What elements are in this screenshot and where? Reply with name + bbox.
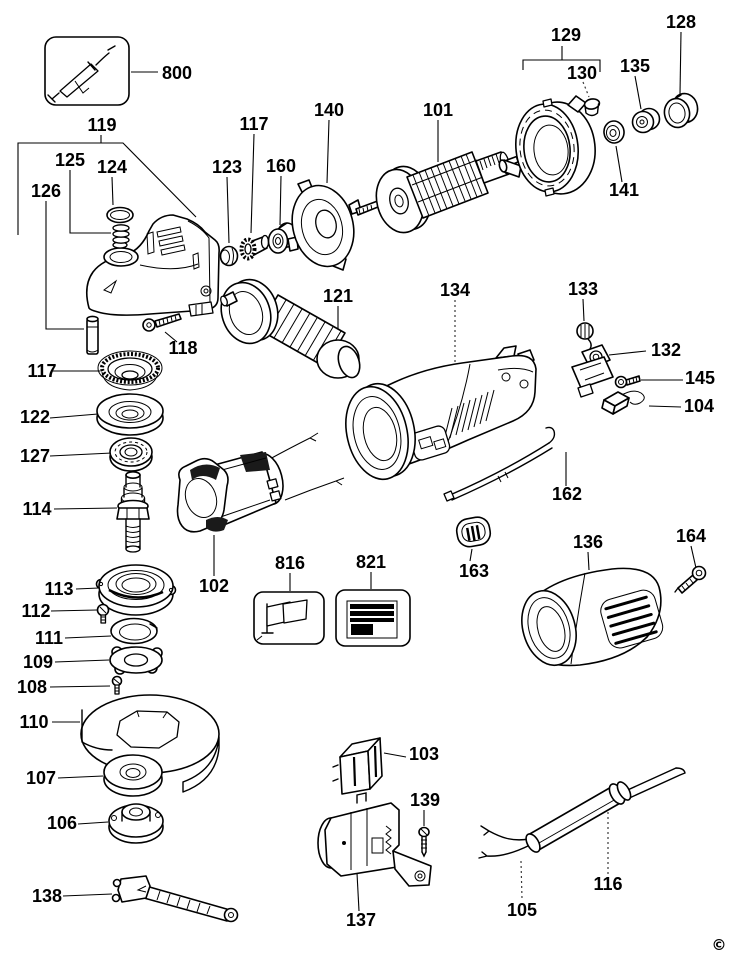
part-motor-housing — [337, 300, 536, 486]
part-label-141: 141 — [608, 180, 640, 200]
part-label-164: 164 — [675, 526, 707, 546]
part-plug-130 — [583, 82, 600, 116]
part-label-162: 162 — [551, 484, 583, 504]
part-label-125: 125 — [54, 150, 86, 170]
part-nameplate-label — [336, 572, 410, 646]
part-label-800: 800 — [162, 63, 193, 83]
part-backing-flange — [58, 755, 162, 796]
part-spanner-wrench — [63, 876, 238, 922]
part-label-109: 109 — [22, 652, 54, 672]
part-label-133: 133 — [567, 279, 599, 299]
part-label-127: 127 — [19, 446, 51, 466]
part-nut-123 — [221, 177, 238, 266]
part-screw-112 — [51, 605, 109, 624]
part-carbon-brush — [602, 391, 681, 414]
part-bearing-127 — [50, 438, 152, 471]
part-label-112: 112 — [21, 601, 51, 621]
part-label-111: 111 — [34, 628, 64, 648]
part-switch-housing — [318, 793, 431, 911]
part-label-105: 105 — [506, 900, 538, 920]
part-o-ring — [107, 177, 133, 223]
part-label-103: 103 — [409, 744, 440, 764]
part-end-cover — [514, 552, 666, 672]
part-label-122: 122 — [19, 407, 51, 427]
part-label-135: 135 — [619, 56, 651, 76]
part-clamp-plate — [55, 647, 162, 674]
part-label-821: 821 — [355, 552, 387, 572]
part-cord-protector — [523, 768, 685, 874]
part-label-119: 119 — [87, 115, 117, 135]
part-bearing-cover — [76, 565, 176, 615]
part-brush-cap — [577, 299, 593, 349]
part-field-coil — [178, 433, 345, 576]
part-label-138: 138 — [31, 886, 63, 906]
copyright-mark: © — [711, 936, 727, 954]
part-label-130: 130 — [566, 63, 598, 83]
part-label-107: 107 — [25, 768, 57, 788]
part-label-114: 114 — [22, 499, 52, 519]
part-pinion-gear — [242, 134, 269, 259]
part-label-106: 106 — [46, 813, 78, 833]
part-bearing-135 — [633, 76, 660, 133]
part-label-123: 123 — [211, 157, 243, 177]
part-lock-button — [455, 515, 492, 561]
part-lead-wires — [479, 826, 530, 899]
part-spindle — [54, 472, 149, 552]
part-label-139: 139 — [409, 790, 441, 810]
part-screw-108 — [50, 677, 122, 695]
part-label-102: 102 — [198, 576, 230, 596]
part-label-117-left: 117 — [27, 361, 57, 381]
part-label-110: 110 — [19, 712, 49, 732]
part-screw-139 — [419, 810, 429, 856]
part-label-145: 145 — [685, 368, 716, 388]
part-label-816: 816 — [274, 553, 306, 573]
part-gear-case — [87, 215, 219, 316]
part-switch — [333, 738, 406, 794]
part-label-108: 108 — [16, 677, 48, 697]
part-retaining-ring — [65, 619, 157, 644]
part-label-118: 118 — [168, 338, 198, 358]
part-label-121: 121 — [322, 286, 354, 306]
part-sleeve-128 — [662, 32, 700, 129]
part-label-104: 104 — [684, 396, 715, 416]
part-label-124: 124 — [96, 157, 128, 177]
part-label-132: 132 — [651, 340, 682, 360]
part-screw-145 — [616, 376, 684, 388]
part-brush-holder — [572, 345, 646, 397]
part-grease-tool-box — [45, 37, 158, 105]
part-washer-141 — [603, 120, 626, 182]
part-flange-122 — [50, 394, 163, 435]
part-label-163: 163 — [458, 561, 490, 581]
part-fan-baffle — [284, 120, 362, 273]
part-clamp-nut — [78, 804, 163, 843]
part-label-160: 160 — [265, 156, 297, 176]
part-label-128: 128 — [665, 12, 697, 32]
part-label-117-top: 117 — [239, 114, 269, 134]
part-armature — [356, 120, 522, 238]
part-label-129: 129 — [550, 25, 582, 45]
part-label-137: 137 — [345, 910, 377, 930]
part-screw-164 — [675, 546, 706, 593]
part-label-113: 113 — [44, 579, 74, 599]
part-label-134: 134 — [439, 280, 471, 300]
part-label-101: 101 — [422, 100, 454, 120]
part-label-140: 140 — [313, 100, 345, 120]
part-label-116: 116 — [593, 874, 623, 894]
part-label-136: 136 — [572, 532, 604, 552]
part-warning-label — [254, 573, 324, 644]
part-bevel-gear — [52, 351, 162, 390]
part-label-126: 126 — [30, 181, 62, 201]
